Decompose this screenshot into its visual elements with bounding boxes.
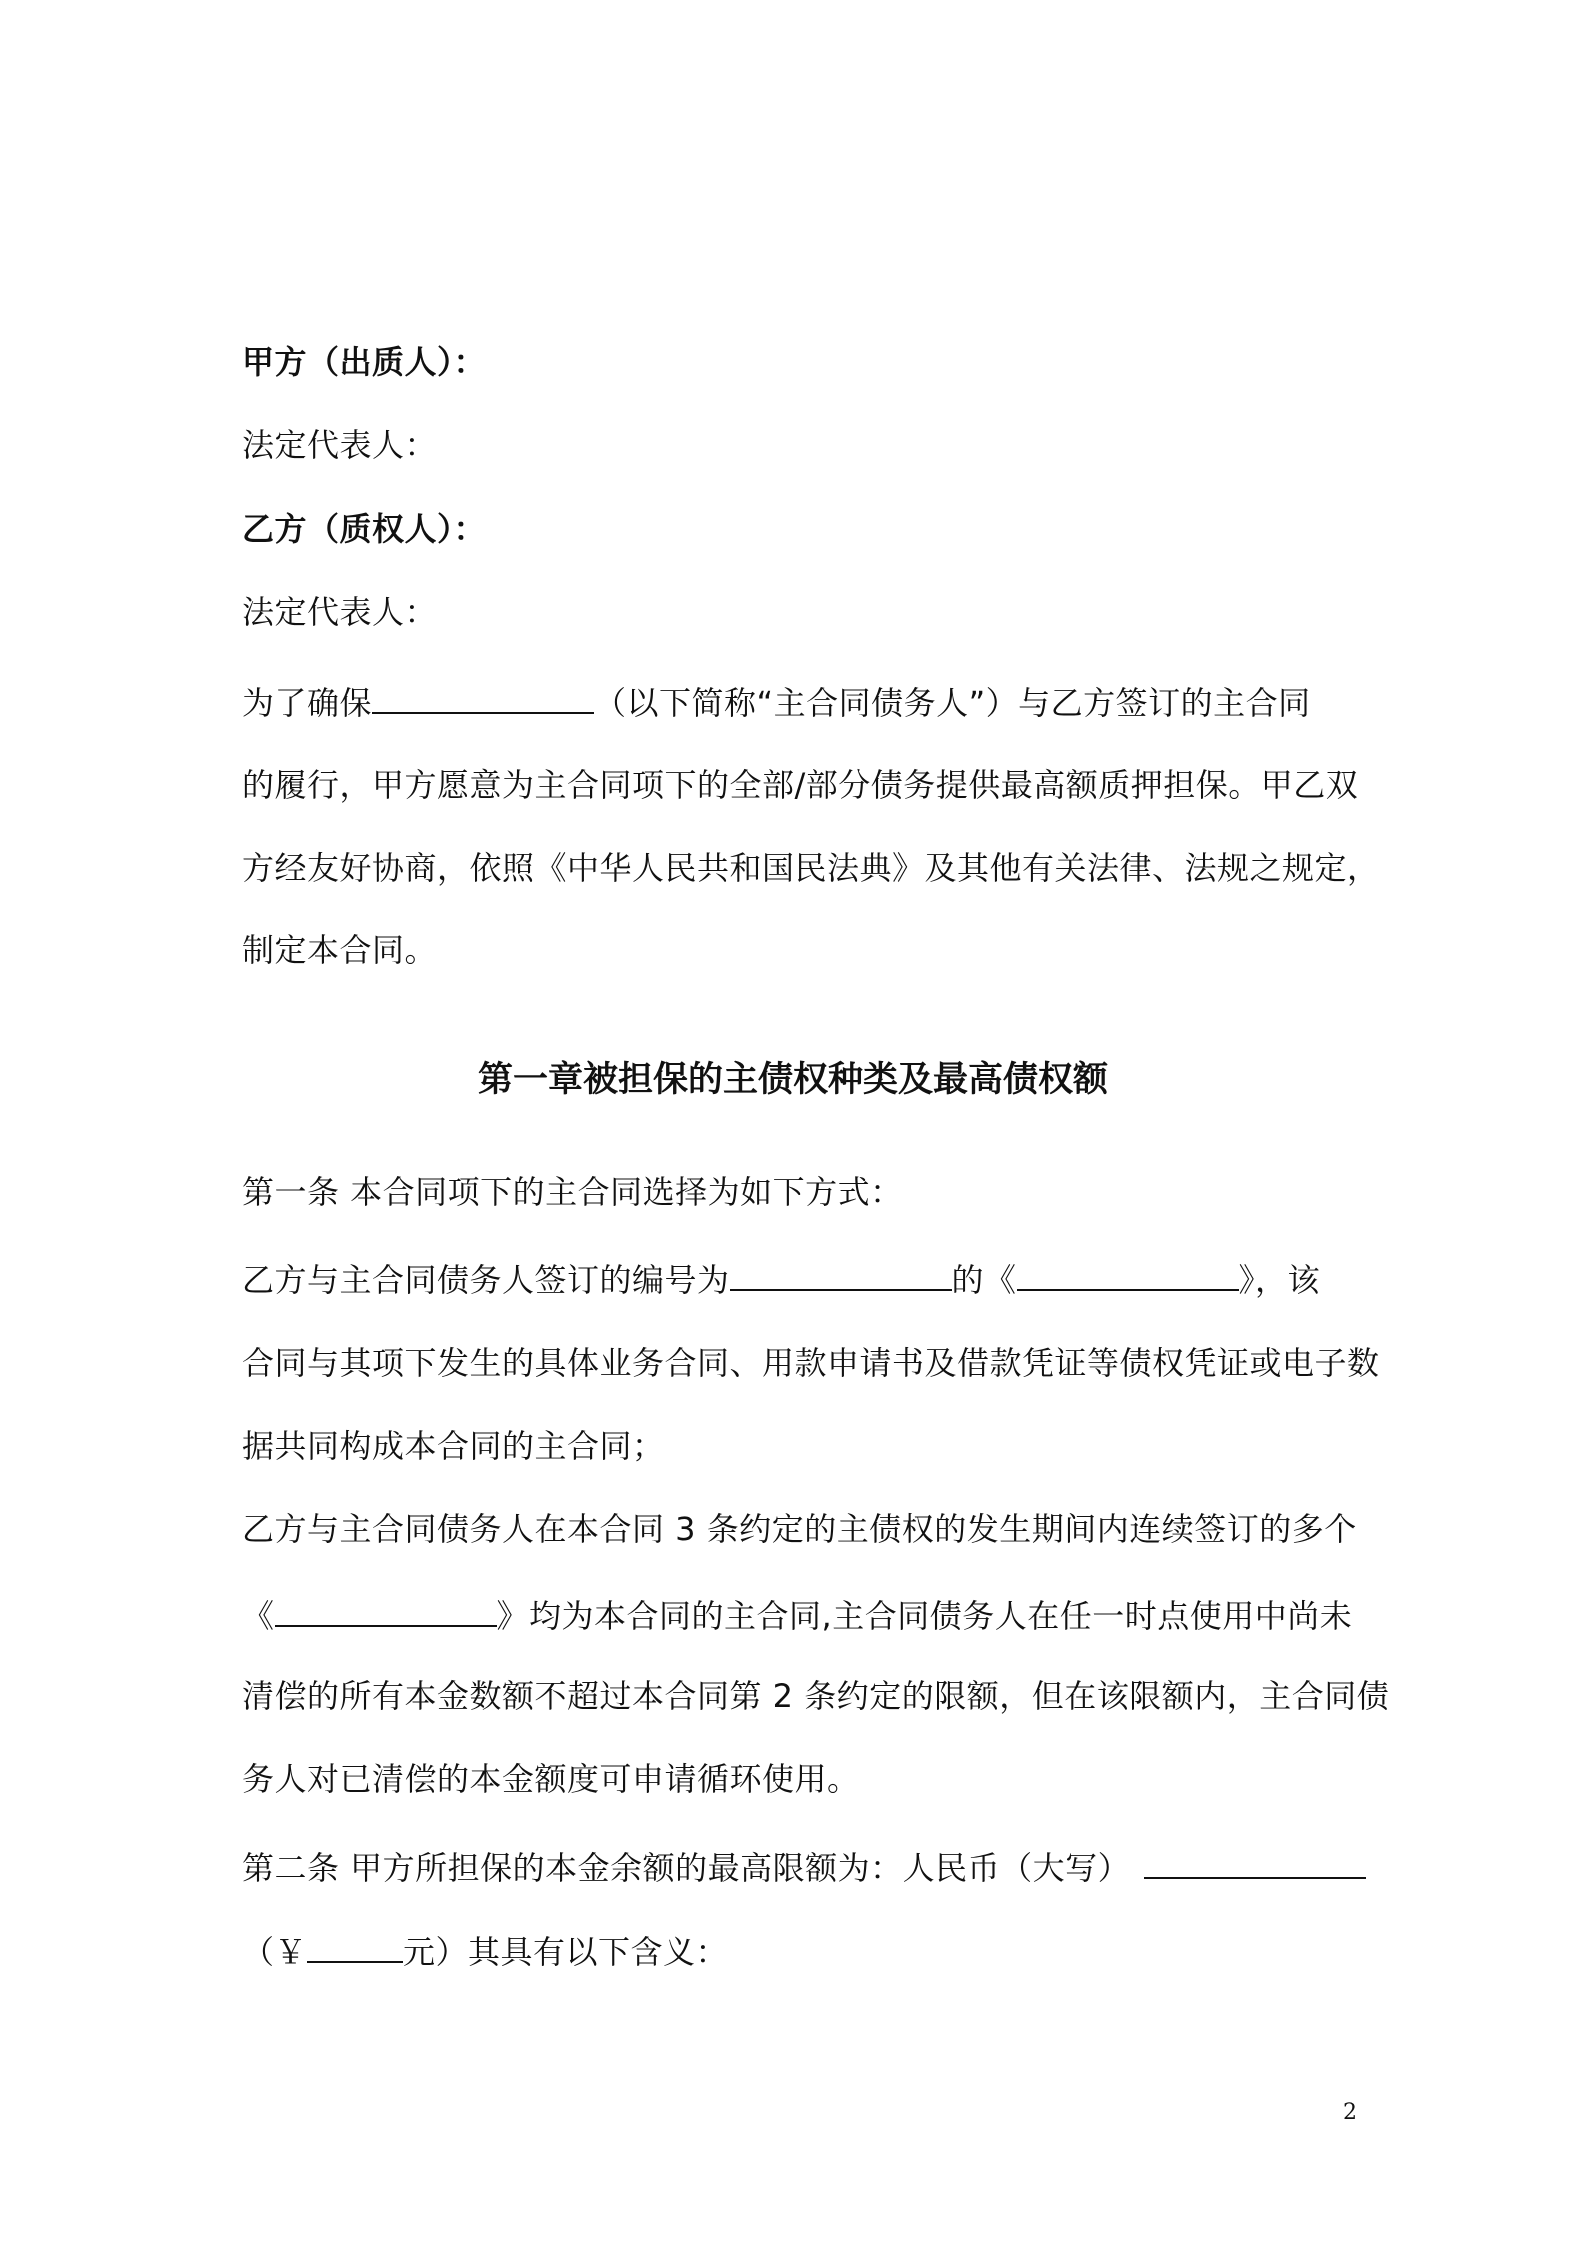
preamble-line-3: 方经友好协商，依照《中华人民共和国民法典》及其他有关法律、法规之规定， (242, 849, 1380, 887)
article-1-para-2-line-1: 乙方与主合同债务人在本合同 3 条约定的主债权的发生期间内连续签订的多个 (242, 1510, 1357, 1548)
article-1-para-1-line-1 (242, 1255, 1320, 1305)
article-1-para-2-line-2 (242, 1591, 1352, 1641)
amount-figures-blank[interactable] (307, 1927, 403, 1963)
contract-name-blank[interactable] (1017, 1255, 1239, 1291)
page-number: 2 (1343, 2100, 1357, 2125)
article-1-text-b: 的《 (951, 1261, 1017, 1299)
contract-title-blank[interactable] (275, 1591, 497, 1627)
chapter-title: 第一章被担保的主债权种类及最高债权额 (477, 1060, 1108, 1100)
preamble-text-start: 为了确保 (242, 684, 373, 722)
article-2-line-1 (242, 1843, 1366, 1893)
preamble-text-end: （以下简称“主合同债务人”）与乙方签订的主合同 (594, 684, 1311, 722)
article-1-heading: 第一条 本合同项下的主合同选择为如下方式： (242, 1173, 903, 1211)
party-b-representative: 法定代表人： (242, 593, 438, 631)
article-1-para-2-open: 《 (242, 1597, 275, 1635)
preamble-line-4: 制定本合同。 (242, 931, 438, 969)
preamble-line-2: 的履行，甲方愿意为主合同项下的全部/部分债务提供最高额质押担保。甲乙双 (242, 766, 1359, 804)
article-1-para-2-line-4: 务人对已清偿的本金额度可申请循环使用。 (242, 1760, 860, 1798)
article-1-para-1-line-3: 据共同构成本合同的主合同； (242, 1427, 665, 1465)
article-1-para-2-text: 》均为本合同的主合同,主合同债务人在任一时点使用中尚未 (496, 1597, 1353, 1635)
contract-number-blank[interactable] (730, 1255, 952, 1291)
amount-words-blank[interactable] (1144, 1843, 1366, 1879)
article-1-text-c: 》，该 (1238, 1261, 1321, 1299)
article-2-yen-open: （￥ (242, 1933, 308, 1971)
party-a-label: 甲方（出质人）： (242, 343, 487, 381)
article-2-line-2 (242, 1927, 728, 1977)
debtor-blank[interactable] (372, 678, 594, 714)
article-2-text: 第二条 甲方所担保的本金余额的最高限额为：人民币（大写） (242, 1849, 1131, 1887)
article-2-text-end: 元）其具有以下含义： (403, 1933, 729, 1971)
article-1-para-1-line-2: 合同与其项下发生的具体业务合同、用款申请书及借款凭证等债权凭证或电子数 (242, 1344, 1380, 1382)
article-1-text-a: 乙方与主合同债务人签订的编号为 (242, 1261, 730, 1299)
party-b-label: 乙方（质权人）： (242, 510, 487, 548)
article-1-para-2-line-3: 清偿的所有本金数额不超过本合同第 2 条约定的限额，但在该限额内，主合同债 (242, 1677, 1390, 1715)
preamble-line-1 (242, 678, 1311, 728)
party-a-representative: 法定代表人： (242, 426, 438, 464)
